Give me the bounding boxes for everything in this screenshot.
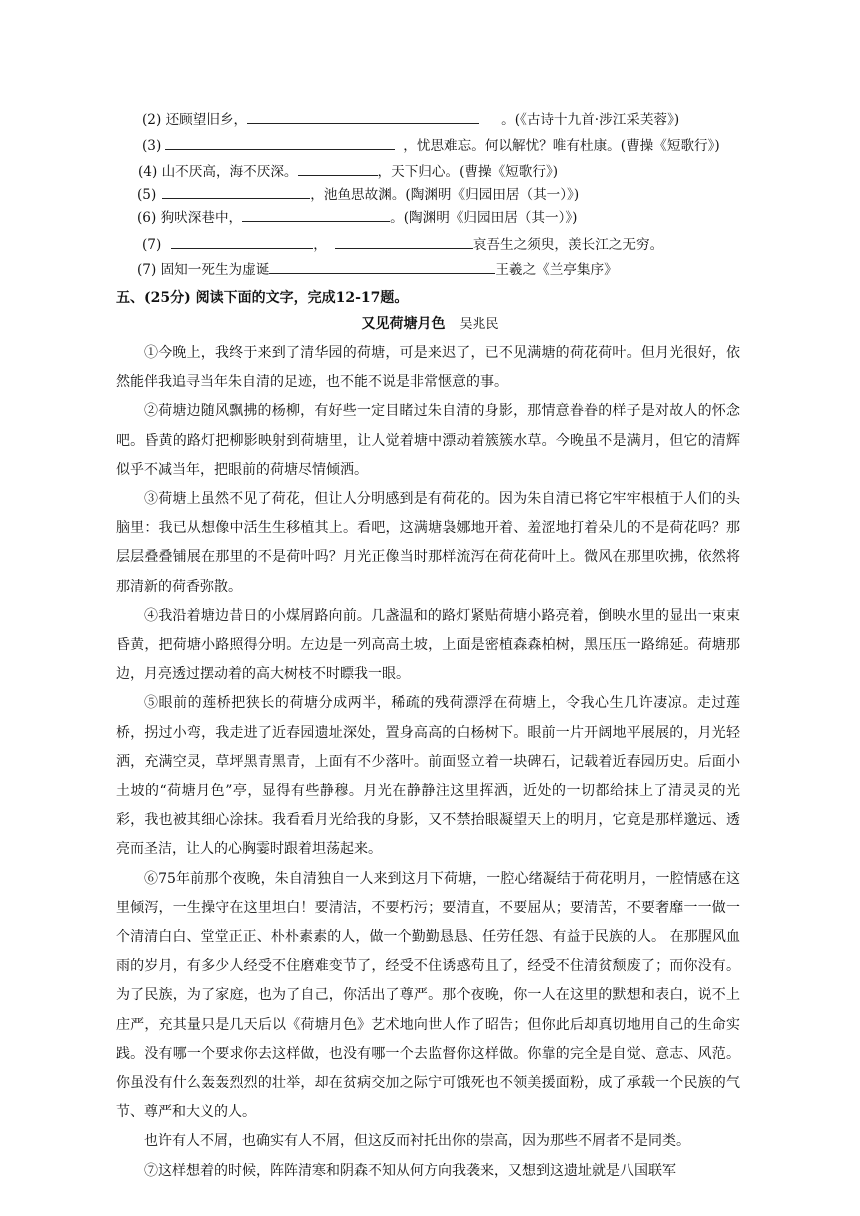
fill-line-prefix: (7) bbox=[142, 237, 162, 253]
fill-line-suffix: ，忧思难忘。何以解忧？唯有杜康。(曹操《短歌行》) bbox=[403, 138, 720, 154]
fill-line-3 bbox=[142, 133, 742, 159]
fill-line-prefix: (3) bbox=[142, 138, 162, 154]
answer-blank[interactable] bbox=[298, 160, 378, 176]
answer-blank[interactable] bbox=[269, 258, 495, 274]
section-heading: 五、(25分) 阅读下面的文字，完成12-17题。 bbox=[116, 290, 409, 306]
paragraph-6b: 也许有人不屑，也确实有人不屑，但这反而衬托出你的崇高，因为那些不屑者不是同类。 bbox=[144, 1133, 690, 1150]
fill-line-suffix: ，天下归心。(曹操《短歌行》) bbox=[377, 164, 559, 180]
fill-line-suffix: 。(陶渊明《归园田居（其一）》) bbox=[390, 210, 578, 226]
answer-blank[interactable] bbox=[162, 183, 310, 199]
answer-blank[interactable] bbox=[165, 134, 395, 150]
paragraph-3: ③荷塘上虽然不见了荷花，但让人分明感到是有荷花的。因为朱自清已将它牢牢根植于人们的头脑里：我已从想像中活生生移植其上。看吧，这满塘袅娜地开着、羞涩地打着朵儿的不是荷花吗？那层层叠叠铺展在那里的不是荷叶吗？月光正像当时那样流泻在荷花荷叶上。微风在那里吹拂，依然将那清新的荷香弥散。 bbox=[116, 491, 740, 595]
article-author: 吴兆民 bbox=[459, 317, 499, 332]
fill-line-prefix: (2) 还顾望旧乡， bbox=[142, 112, 248, 128]
fill-line-7a bbox=[142, 232, 742, 258]
answer-blank[interactable] bbox=[171, 233, 313, 249]
answer-blank[interactable] bbox=[247, 108, 479, 124]
paragraph-6: ⑥75年前那个夜晚，朱自清独自一人来到这月下荷塘，一腔心绪凝结于荷花明月，一腔情感在这里倾泻，一生操守在这里坦白！要清洁，不要朽污；要清直，不要屈从；要清苦，不要奢靡一一做一个清清白白、堂堂正正、朴朴素素的人，做一个勤勤恳恳、任劳任怨、有益于民族的人。 在那腥风血雨的岁月，有多少人经受不住磨难变节了，经受不住诱惑苟且了，经受不住清贫颓废了；而你没有。为了民族，为了家庭，也为了自己，你活出了尊严。那个夜晚，你一人在这里的默想和表白，说不上庄严，充其量只是几天后以《荷塘月色》艺术地向世人作了昭告；但你此后却真切地用自己的生命实践。没有哪一个要求你去这样做，也没有哪一个去监督你这样做。你靠的完全是自觉、意志、风范。你虽没有什么轰轰烈烈的壮举，却在贫病交加之际宁可饿死也不领美援面粉，成了承载一个民族的气节、尊严和大义的人。 bbox=[116, 870, 740, 1121]
fill-line-prefix: (6) 狗吠深巷中， bbox=[137, 210, 243, 226]
answer-blank[interactable] bbox=[242, 206, 390, 222]
fill-line-suffix: ，池鱼思故渊。(陶渊明《归园田居（其一）》) bbox=[310, 187, 580, 203]
paragraph-1: ①今晚上，我终于来到了清华园的荷塘，可是来迟了，已不见满塘的荷花荷叶。但月光很好，依然能伴我追寻当年朱自清的足迹，也不能不说是非常惬意的事。 bbox=[116, 345, 740, 391]
fill-line-prefix: (7) 固知一死生为虚诞 bbox=[137, 262, 270, 278]
fill-line-6 bbox=[137, 205, 737, 231]
paragraph-2: ②荷塘边随风飘拂的杨柳，有好些一定目睹过朱自清的身影，那情意眷眷的样子是对故人的怀念吧。昏黄的路灯把柳影映射到荷塘里，让人觉着塘中漂动着簇簇水草。今晚虽不是满月，但它的清辉似乎不减当年，把眼前的荷塘尽情倾洒。 bbox=[116, 403, 740, 478]
article-title: 又见荷塘月色 bbox=[361, 316, 446, 332]
fill-line-suffix: 王羲之《兰亭集序》 bbox=[495, 262, 618, 278]
fill-line-prefix: (5) bbox=[137, 187, 157, 203]
article-body bbox=[116, 339, 740, 1186]
paragraph-7: ⑦这样想着的时候，阵阵清寒和阴森不知从何方向我袭来，又想到这遗址就是八国联军 bbox=[144, 1162, 676, 1179]
paragraph-5: ⑤眼前的莲桥把狭长的荷塘分成两半，稀疏的残荷漂浮在荷塘上，令我心生几许凄凉。走过莲桥，拐过小弯，我走进了近春园遗址深处，置身高高的白杨树下。眼前一片开阔地平展展的，月光轻洒，充满空灵，草坪黑青黑青，上面有不少落叶。前面竖立着一块碑石，记载着近春园历史。后面小土坡的“荷塘月色”亭，显得有些静穆。月光在静静注这里挥洒，近处的一切都给抹上了清灵灵的光彩，我也被其细心涂抹。我看看月光给我的身影，又不禁抬眼凝望天上的明月，它竟是那样邈远、透亮而圣洁，让人的心胸霎时跟着坦荡起来。 bbox=[116, 695, 740, 858]
fill-line-mid: ， bbox=[313, 237, 327, 253]
fill-line-suffix: 哀吾生之须臾，羡长江之无穷。 bbox=[472, 237, 664, 253]
fill-line-suffix: 。(《古诗十九首·涉江采芙蓉》) bbox=[501, 112, 680, 128]
fill-line-prefix: (4) 山不厌高，海不厌深。 bbox=[138, 164, 298, 180]
paragraph-4: ④我沿着塘边昔日的小煤屑路向前。几盏温和的路灯紧贴荷塘小路亮着，倒映水里的显出一束束昏黄，把荷塘小路照得分明。左边是一列高高土坡，上面是密植森森柏树，黑压压一路绵延。荷塘那边，月亮透过摆动着的高大树枝不时瞟我一眼。 bbox=[116, 607, 740, 683]
answer-blank[interactable] bbox=[335, 233, 473, 249]
fill-line-2 bbox=[142, 107, 742, 133]
fill-line-7b bbox=[137, 257, 737, 283]
article-header bbox=[0, 313, 860, 333]
